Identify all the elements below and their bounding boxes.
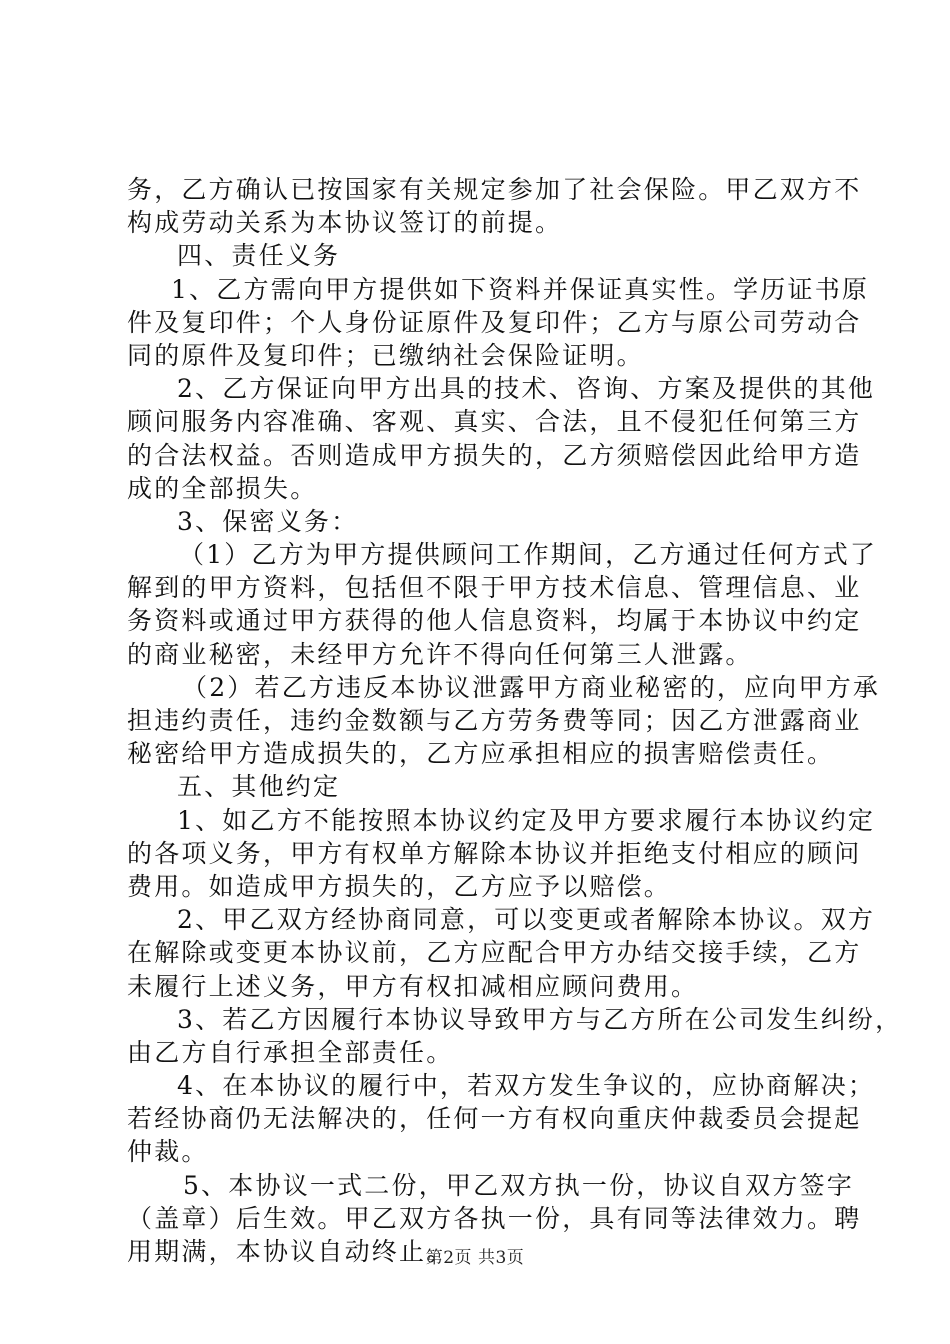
text-line: 1、乙方需向甲方提供如下资料并保证真实性。学历证书原 <box>171 274 870 304</box>
text-line: 2、乙方保证向甲方出具的技术、咨询、方案及提供的其他 <box>177 374 876 404</box>
text-line: （1）乙方为甲方提供顾问工作期间，乙方通过任何方式了 <box>179 540 878 570</box>
text-line: 1、如乙方不能按照本协议约定及甲方要求履行本协议约定 <box>177 805 876 835</box>
document-body <box>127 173 903 1268</box>
text-line: 若经协商仍无法解决的，任何一方有权向重庆仲裁委员会提起 <box>127 1104 862 1134</box>
text-line: 成的全部损失。 <box>127 473 318 503</box>
text-line: 担违约责任，违约金数额与乙方劳务费等同；因乙方泄露商业 <box>127 706 862 735</box>
text-line: 3、若乙方因履行本协议导致甲方与乙方所在公司发生纠纷， <box>177 1004 903 1034</box>
text-line: 顾问服务内容准确、客观、真实、合法，且不侵犯任何第三方 <box>127 407 862 437</box>
text-line: 费用。如造成甲方损失的，乙方应予以赔偿。 <box>127 871 672 901</box>
text-line: 秘密给甲方造成损失的，乙方应承担相应的损害赔偿责任。 <box>127 739 835 769</box>
text-line: 件及复印件；个人身份证原件及复印件；乙方与原公司劳动合 <box>127 307 862 337</box>
text-line: 3、保密义务： <box>177 506 359 536</box>
page-number-footer: 第2页 共3页 <box>425 1248 525 1268</box>
text-line: 由乙方自行承担全部责任。 <box>127 1037 454 1067</box>
text-line: 务资料或通过甲方获得的他人信息资料，均属于本协议中约定 <box>127 606 862 636</box>
text-line: 四、责任义务 <box>177 241 341 271</box>
text-line: 务，乙方确认已按国家有关规定参加了社会保险。甲乙双方不 <box>127 175 862 204</box>
text-line: 仲裁。 <box>127 1137 209 1167</box>
text-line: 2、甲乙双方经协商同意，可以变更或者解除本协议。双方 <box>177 905 876 935</box>
text-line: 解到的甲方资料，包括但不限于甲方技术信息、管理信息、业 <box>127 573 862 603</box>
text-line: 用期满，本协议自动终止。 <box>127 1237 454 1266</box>
text-line: 同的原件及复印件；已缴纳社会保险证明。 <box>127 340 644 370</box>
text-line: 的合法权益。否则造成甲方损失的，乙方须赔偿因此给甲方造 <box>127 440 862 470</box>
text-line: （盖章）后生效。甲乙双方各执一份，具有同等法律效力。聘 <box>127 1203 862 1233</box>
text-line: 4、在本协议的履行中，若双方发生争议的，应协商解决； <box>177 1071 876 1101</box>
text-line: （2）若乙方违反本协议泄露甲方商业秘密的，应向甲方承 <box>182 672 881 702</box>
text-line: 在解除或变更本协议前，乙方应配合甲方办结交接手续，乙方 <box>127 938 862 968</box>
text-line: 构成劳动关系为本协议签订的前提。 <box>127 208 563 238</box>
text-line: 未履行上述义务，甲方有权扣减相应顾问费用。 <box>127 971 699 1001</box>
text-line: 5、本协议一式二份，甲乙双方执一份，协议自双方签字 <box>183 1170 854 1200</box>
text-line: 的各项义务，甲方有权单方解除本协议并拒绝支付相应的顾问 <box>127 838 862 868</box>
text-line: 五、其他约定 <box>177 772 341 802</box>
text-line: 的商业秘密，未经甲方允许不得向任何第三人泄露。 <box>127 639 753 669</box>
